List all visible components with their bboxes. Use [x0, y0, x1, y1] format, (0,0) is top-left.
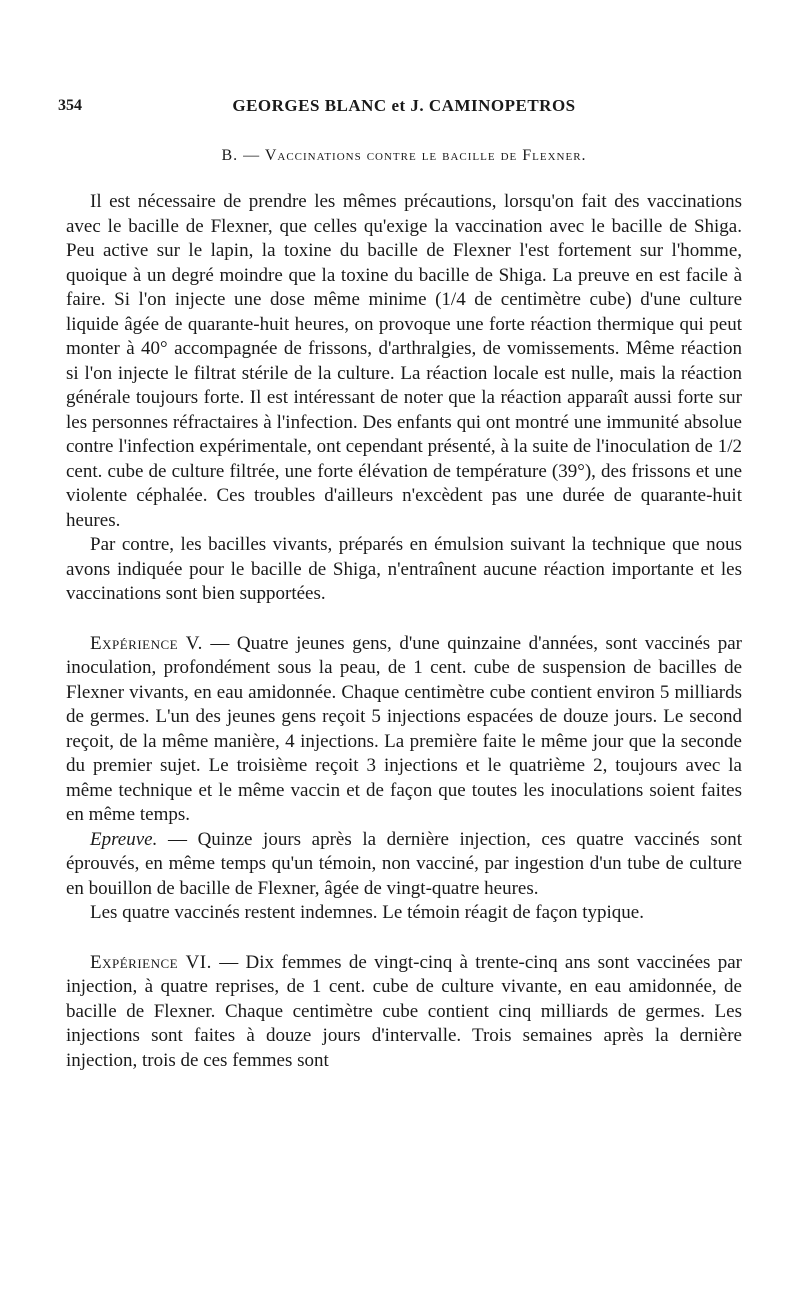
- section-heading: B. — Vaccinations contre le bacille de Flexner.: [221, 147, 587, 164]
- experiment-label: Expérience V.: [90, 632, 203, 654]
- paragraph-result: Les quatre vaccinés restent indemnes. Le témoin réagit de façon typique.: [90, 902, 644, 923]
- running-head-authors: GEORGES BLANC et J. CAMINOPETROS: [232, 96, 576, 115]
- epreuve-label: Epreuve.: [90, 828, 158, 850]
- epreuve-text: — Quinze jours après la dernière injection, ces quatre vaccinés sont éprouvés, en même temps qu'un témoin, non vacciné, par ingestion d'un tube de culture en bouillon de bacille de Flexner, âgée de vingt-quatre heures.: [66, 828, 742, 899]
- document-page: [58, 95, 742, 1073]
- paragraph-live-bacilli: Par contre, les bacilles vivants, préparés en émulsion suivant la technique que nous avons indiquée pour le bacille de Shiga, n'entraînent aucune réaction importante et les vaccinations sont bien supportées.: [66, 534, 742, 604]
- paragraph-experience-vi: [66, 951, 742, 1074]
- paragraph-experience-v: [66, 632, 742, 828]
- experiment-text: — Quatre jeunes gens, d'une quinzaine d'années, sont vaccinés par inoculation, profondément sous la peau, de 1 cent. cube de suspension de bacilles de Flexner vivants, en eau amidonnée. Chaque centimètre cube contient environ 5 milliards de germes. L'un des jeunes gens reçoit 5 injections espacées de douze jours. Le second reçoit, de la même manière, 4 injections. La première faite le même jour que la seconde du premier sujet. Le troisième reçoit 3 injections et le quatrième 2, toujours avec la même technique et le même vaccin et de façon que toutes les inoculations soient faites en même temps.: [66, 632, 742, 825]
- paragraph-epreuve: [66, 828, 742, 902]
- experiment-text: — Dix femmes de vingt-cinq à trente-cinq ans sont vaccinées par injection, à quatre reprises, de 1 cent. cube de culture vivante, en eau amidonnée, de bacille de Flexner. Chaque centimètre cube contient cinq milliards de germes. Les injections sont faites à douze jours d'intervalle. Trois semaines après la dernière injection, trois de ces femmes sont: [66, 951, 742, 1071]
- experiment-label: Expérience VI.: [90, 951, 212, 973]
- running-head: [58, 95, 742, 125]
- paragraph-toxicity: Il est nécessaire de prendre les mêmes précautions, lorsqu'on fait des vaccinations avec le bacille de Flexner, que celles qu'exige la vaccination avec le bacille de Shiga. Peu active sur le lapin, la toxine du bacille de Flexner l'est fortement sur l'homme, quoique à un degré moindre que la toxine du bacille de Shiga. La preuve en est facile à faire. Si l'on injecte une dose même minime (1/4 de centimètre cube) d'une culture liquide âgée de quarante-huit heures, on provoque une forte réaction thermique qui peut monter à 40° accompagnée de frissons, d'arthralgies, de vomissements. Même réaction si l'on injecte le filtrat stérile de la culture. La réaction locale est nulle, mais la réaction générale toujours forte. Il est intéressant de noter que la réaction apparaît aussi forte sur les personnes réfractaires à l'infection. Des enfants qui ont montré une immunité absolue contre l'infection expérimentale, ont cependant présenté, à la suite de l'inoculation de 1/2 cent. cube de culture filtrée, une forte élévation de température (39°), des frissons et une violente céphalée. Ces troubles d'ailleurs n'excèdent pas une durée de quarante-huit heures.: [66, 191, 742, 531]
- page-number: 354: [58, 97, 82, 114]
